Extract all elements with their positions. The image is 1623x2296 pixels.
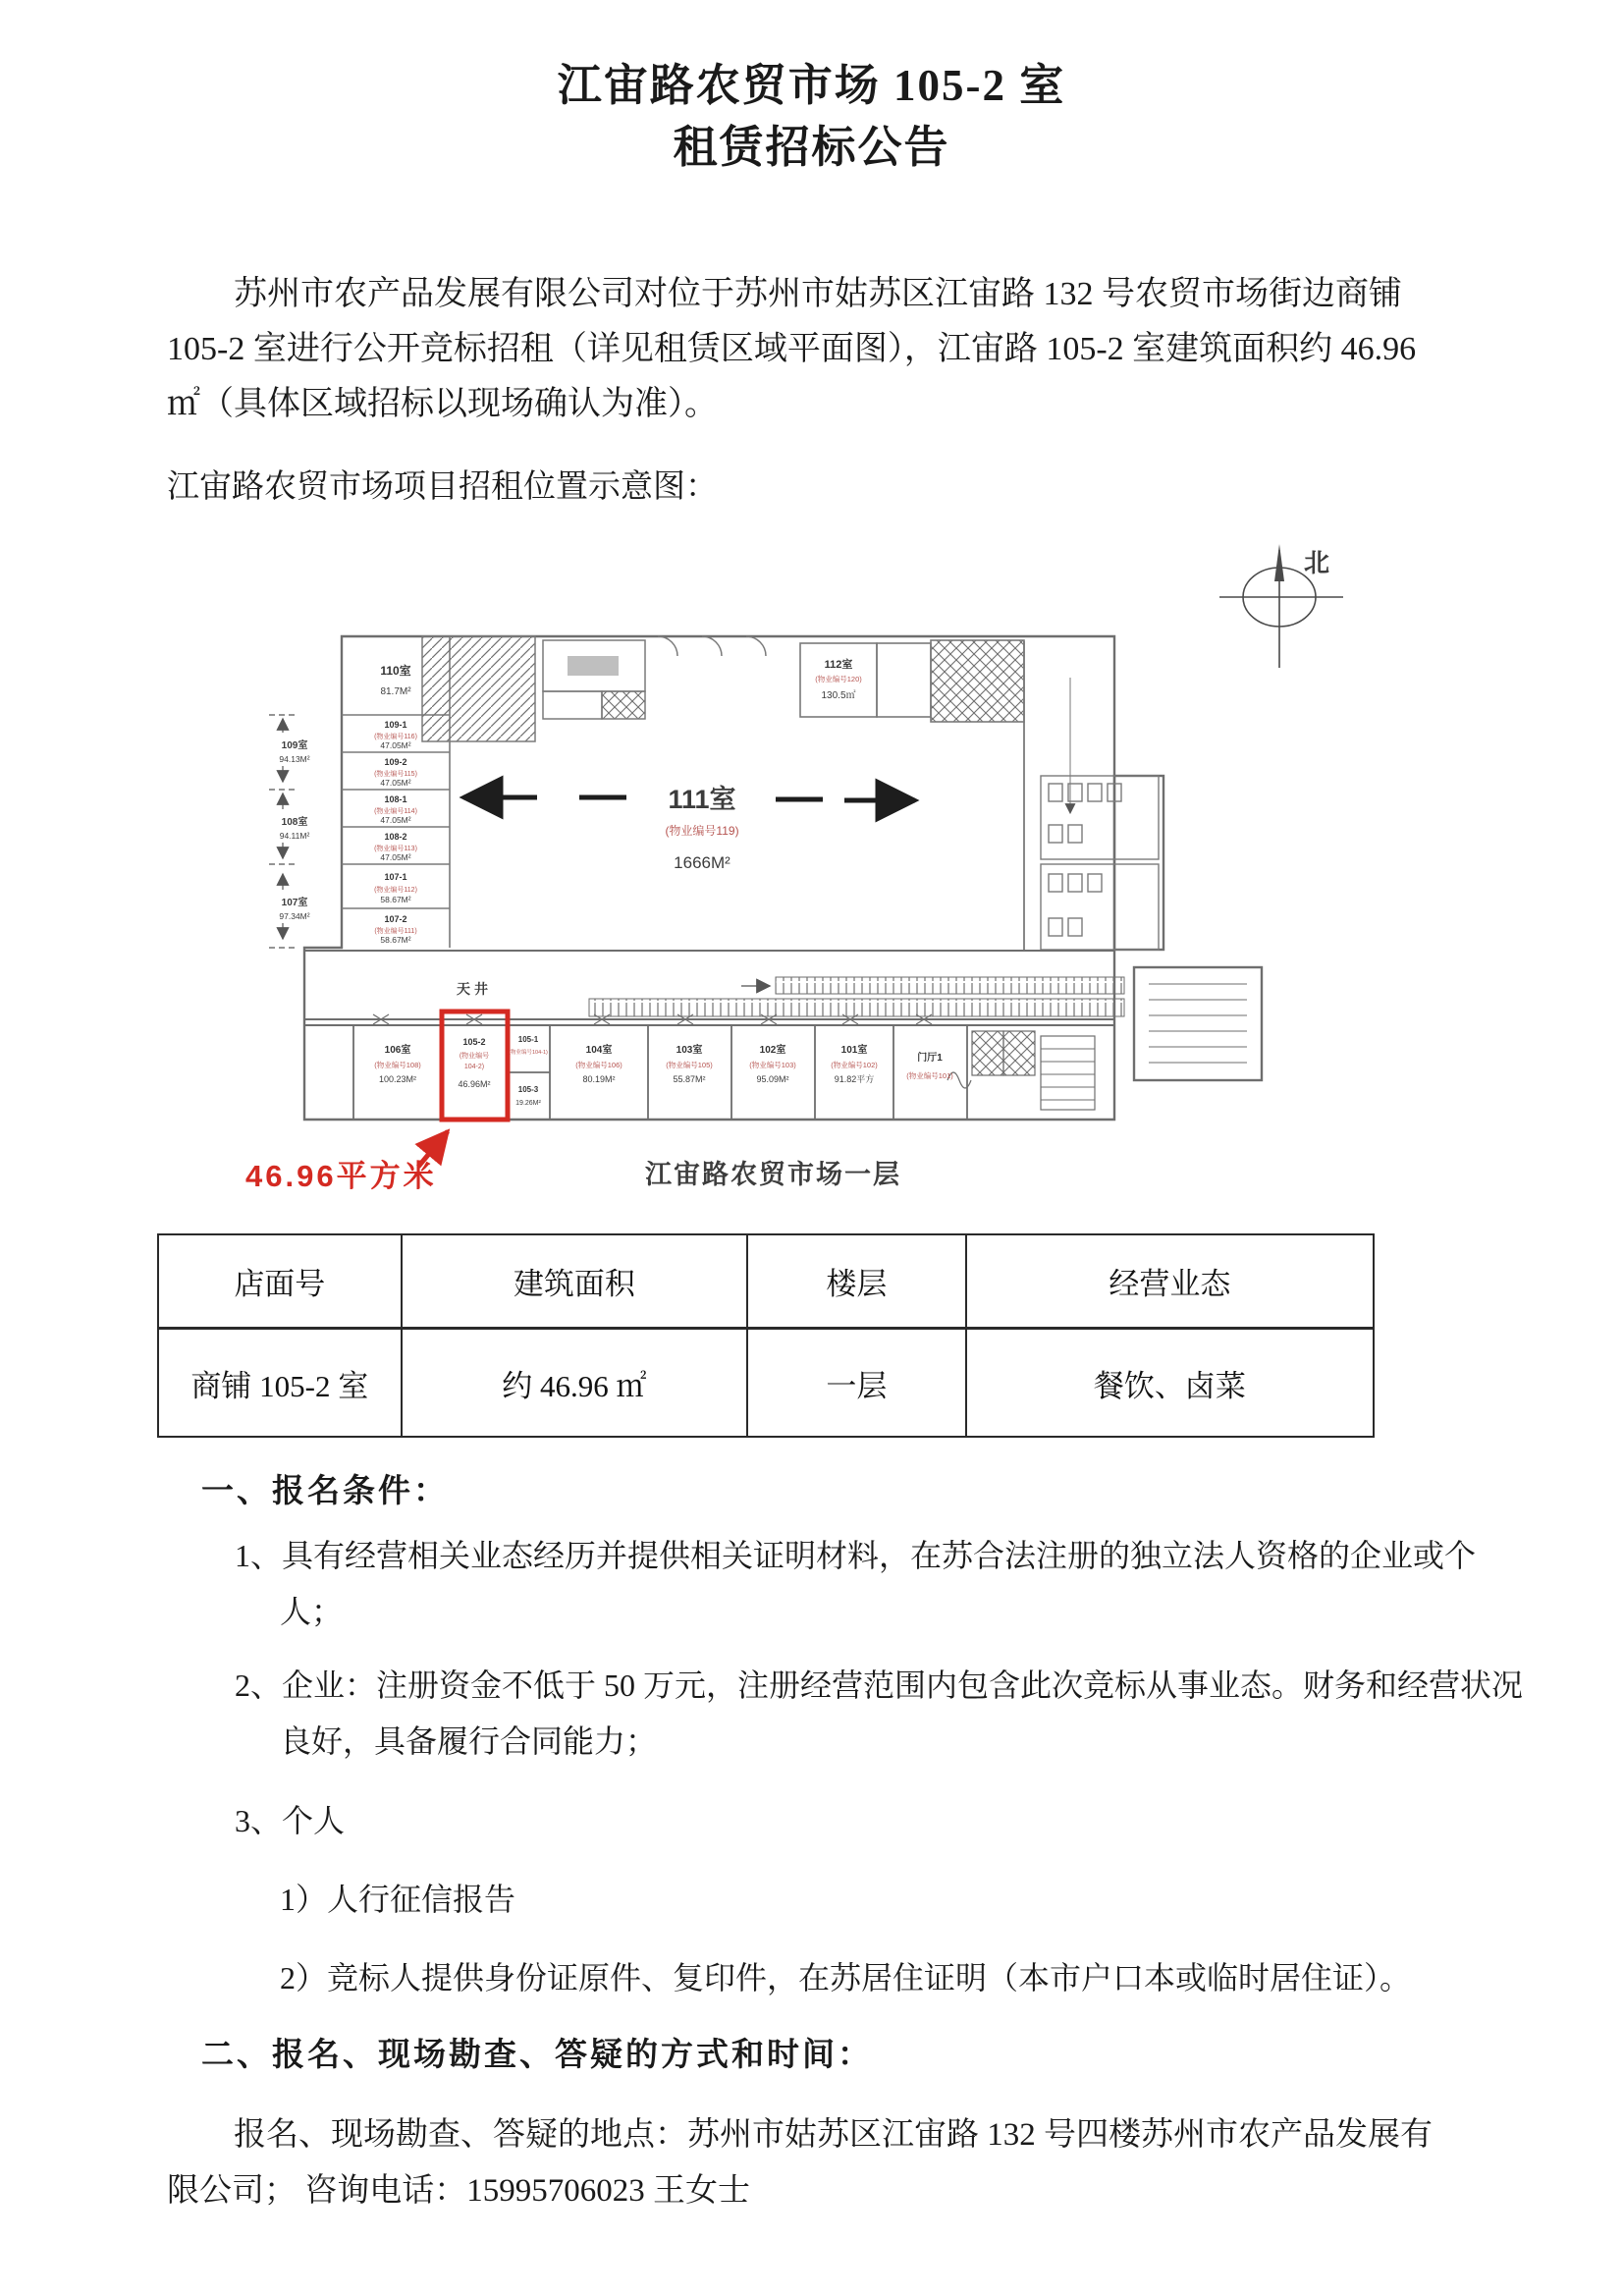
room-109-1-code: (物业编号116)	[374, 734, 417, 740]
highlight-area-label: 46.96平方米	[245, 1159, 437, 1193]
room-112-label: 112室	[824, 659, 853, 671]
spec-table-header-row	[158, 1234, 1374, 1329]
col-header-area: 建筑面积	[402, 1234, 747, 1329]
shop-102-label: 102室	[759, 1045, 786, 1056]
room-108-1-area: 47.05M²	[380, 815, 411, 825]
room-107-1-label: 107-1	[384, 872, 407, 882]
section-1-sub-1: 1）人行征信报告	[280, 1882, 516, 1917]
shop-105-2-label: 105-2	[462, 1037, 486, 1047]
shop-106-code: (物业编号108)	[374, 1061, 421, 1069]
section-1-heading: 一、报名条件：	[201, 1474, 449, 1509]
section-1-sub-2: 2）竞标人提供身份证原件、复印件，在苏居住证明（本市户口本或临时居住证）。	[280, 1960, 1412, 1995]
section-1-item-3: 3、个人	[235, 1803, 346, 1838]
shop-101-area: 91.82平方	[834, 1074, 875, 1084]
shop-lobby-label: 门厅1	[917, 1053, 943, 1064]
room-107-2-label: 107-2	[384, 914, 407, 924]
spec-table-data-row	[158, 1329, 1374, 1438]
shop-105-3-label: 105-3	[517, 1085, 539, 1094]
cell-shop-no: 商铺 105-2 室	[158, 1329, 402, 1438]
room-109-2-area: 47.05M²	[380, 778, 411, 788]
courtyard-label: 天井	[457, 981, 492, 997]
col-header-floor: 楼层	[747, 1234, 966, 1329]
room-109-1-area: 47.05M²	[380, 740, 411, 750]
hall-name: 111室	[668, 785, 736, 814]
cell-business: 餐饮、卤菜	[966, 1329, 1374, 1438]
dim-109-area: 94.13M²	[279, 754, 310, 764]
left-room-labels	[374, 663, 417, 945]
floorplan-figure	[167, 530, 1384, 1218]
shop-105-2-area: 46.96M²	[458, 1079, 491, 1089]
room-112-code: (物业编号120)	[815, 675, 862, 683]
shop-106-area: 100.23M²	[378, 1074, 417, 1084]
floorplan-svg	[167, 530, 1384, 1218]
doc-title-line2: 租赁招标公告	[673, 123, 950, 172]
room-110-area: 81.7M²	[380, 686, 411, 697]
section-2-heading: 二、报名、现场勘查、答疑的方式和时间：	[201, 2038, 873, 2073]
hall-code: (物业编号119)	[665, 824, 739, 838]
room-109-2-code: (物业编号115)	[374, 771, 417, 778]
cell-floor: 一层	[747, 1329, 966, 1438]
north-label: 北	[1304, 548, 1330, 577]
stairwell-block	[422, 636, 766, 741]
shop-103-code: (物业编号105)	[666, 1061, 713, 1069]
courtyard-corridor	[304, 951, 1124, 1025]
dimension-labels	[279, 738, 309, 921]
shop-105-3-area: 19.26M²	[515, 1100, 541, 1107]
dim-107-label: 107室	[281, 898, 308, 908]
doc-title-line1: 江宙路农贸市场 105-2 室	[557, 61, 1066, 110]
shop-105-1-label: 105-1	[517, 1035, 539, 1044]
shop-104-label: 104室	[585, 1045, 613, 1056]
shop-102-code: (物业编号103)	[749, 1061, 796, 1069]
shop-105-2-code2: 104-2)	[463, 1064, 485, 1070]
dim-107-area: 97.34M²	[279, 911, 310, 921]
top-right-rooms	[800, 640, 1024, 950]
section-1-item-2: 2、企业：注册资金不低于 50 万元，注册经营范围内包含此次竞标从事业态。财务和经营状况良好，具备履行合同能力；	[235, 1667, 1524, 1759]
shop-103-label: 103室	[676, 1045, 703, 1056]
shop-105-1-code: (物业编号104-1)	[509, 1050, 548, 1056]
spec-table	[157, 1233, 1375, 1438]
intro-paragraph: 苏州市农产品发展有限公司对位于苏州市姑苏区江宙路 132 号农贸市场街边商铺 105-2 室进行公开竞标招租（详见租赁区域平面图），江宙路 105-2 室建筑面积约 46.96 ㎡（具体区域招标以现场确认为准）。	[167, 276, 1417, 422]
room-109-2-label: 109-2	[384, 757, 407, 767]
room-109-1-label: 109-1	[384, 720, 407, 730]
shop-labels	[374, 1035, 953, 1107]
plan-intro-line: 江宙路农贸市场项目招租位置示意图：	[167, 469, 718, 505]
room-108-2-area: 47.05M²	[380, 852, 411, 862]
dim-109-label: 109室	[281, 740, 308, 751]
cell-area: 约 46.96 ㎡	[402, 1329, 747, 1438]
shop-102-area: 95.09M²	[756, 1074, 789, 1084]
room-107-2-code: (物业编号111)	[374, 928, 417, 935]
room-112-area: 130.5㎡	[821, 690, 856, 701]
dim-108-area: 94.11M²	[279, 831, 310, 841]
shop-101-label: 101室	[840, 1045, 868, 1056]
room-108-2-code: (物业编号113)	[374, 846, 417, 852]
floorplan-caption: 江宙路农贸市场一层	[645, 1160, 901, 1189]
section-1-item-1: 1、具有经营相关业态经历并提供相关证明材料，在苏合法注册的独立法人资格的企业或个人；	[235, 1538, 1477, 1629]
room-108-1-code: (物业编号114)	[374, 808, 417, 815]
shop-lobby-code: (物业编号101)	[906, 1071, 953, 1080]
shop-103-area: 55.87M²	[673, 1074, 706, 1084]
shop-105-2-code: (物业编号	[459, 1053, 490, 1060]
col-header-shop-no: 店面号	[158, 1234, 402, 1329]
room-108-1-label: 108-1	[384, 794, 407, 804]
shop-104-code: (物业编号106)	[575, 1061, 622, 1069]
hall-area: 1666M²	[674, 853, 730, 872]
col-header-business: 经营业态	[966, 1234, 1374, 1329]
room-107-1-area: 58.67M²	[380, 895, 411, 904]
section-2-body: 报名、现场勘查、答疑的地点：苏州市姑苏区江宙路 132 号四楼苏州市农产品发展有限公司； 咨询电话：15995706023 王女士	[167, 2117, 1433, 2209]
shop-106-label: 106室	[384, 1045, 411, 1056]
room-110-label: 110室	[380, 664, 411, 678]
shop-104-area: 80.19M²	[582, 1074, 616, 1084]
shop-101-code: (物业编号102)	[831, 1061, 878, 1069]
room-108-2-label: 108-2	[384, 832, 407, 842]
room-107-2-area: 58.67M²	[380, 935, 411, 945]
service-area	[1041, 678, 1159, 950]
room-107-1-code: (物业编号112)	[374, 887, 417, 894]
dim-108-label: 108室	[281, 817, 308, 828]
